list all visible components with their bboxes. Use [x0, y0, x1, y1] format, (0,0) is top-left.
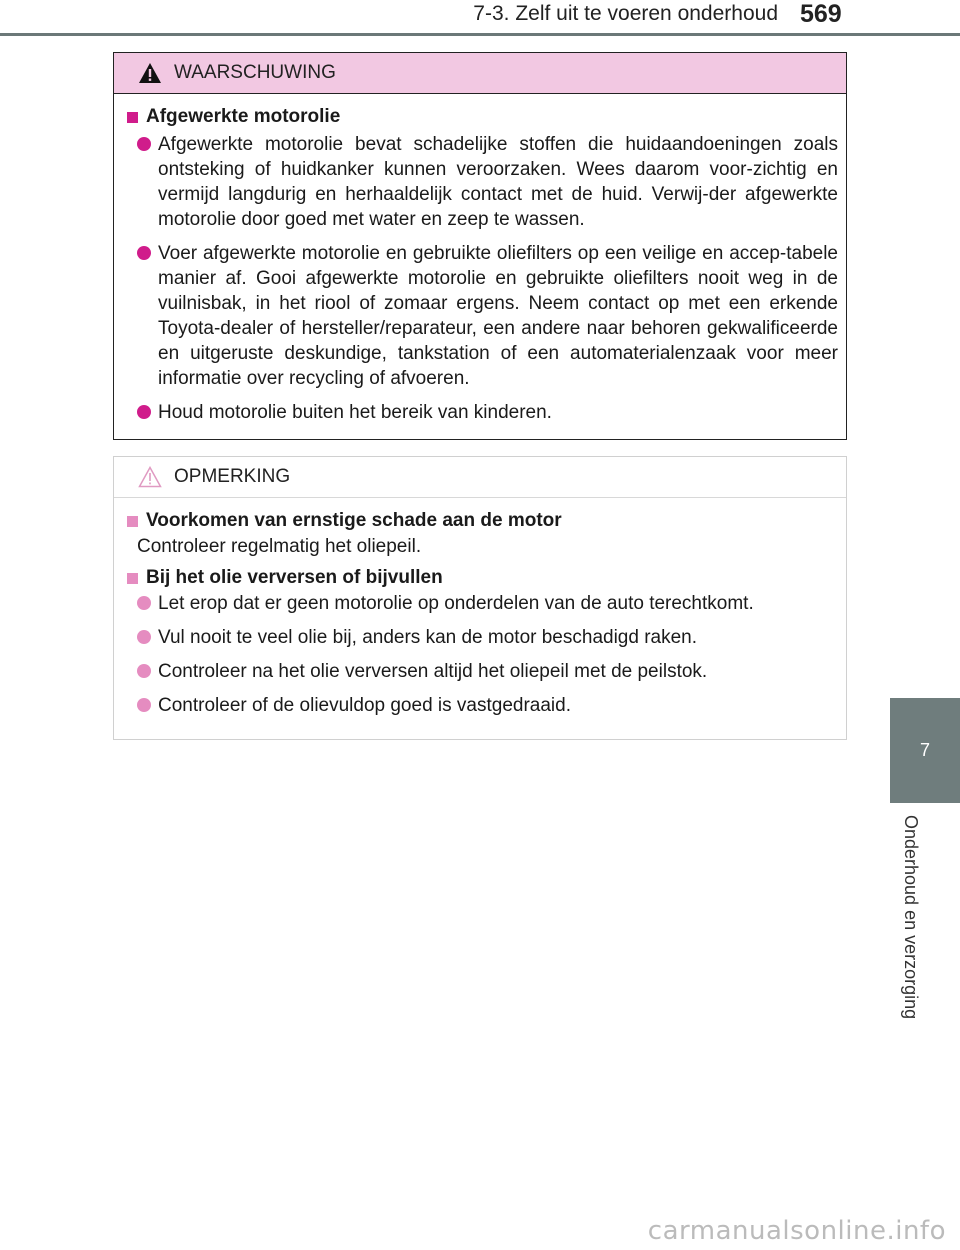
warning-triangle-filled-icon [138, 62, 162, 84]
page-number: 569 [800, 0, 842, 28]
warning-body [114, 94, 846, 425]
list-item: Houd motorolie buiten het bereik van kinderen. [127, 400, 838, 425]
paragraph: Controleer regelmatig het oliepeil. [137, 536, 422, 557]
list-item: Voer afgewerkte motorolie en gebruikte oliefilters op een veilige en accep-tabele manier af. Gooi afgewerkte motorolie en gebruikte oliefilters nooit weg in de vuilnisbak, in het riool of zomaar ergens. Neem contact op met een erkende Toyota-dealer of hersteller/reparateur, een andere naar behoren gekwalificeerde en uitgeruste deskundige, tankstation of een automaterialenzaak voor meer informatie over recycling of afvoeren. [127, 241, 838, 391]
warning-triangle-outline-icon [138, 466, 162, 488]
dot-bullet-icon [137, 246, 151, 260]
dot-bullet-icon [137, 596, 151, 610]
running-header-title: 7-3. Zelf uit te voeren onderhoud [473, 2, 778, 25]
square-bullet-icon [127, 112, 138, 123]
dot-bullet-icon [137, 698, 151, 712]
list-item: Vul nooit te veel olie bij, anders kan de motor beschadigd raken. [127, 625, 838, 650]
notice-box [113, 456, 847, 740]
section-heading: Voorkomen van ernstige schade aan de motor [127, 510, 838, 532]
notice-header [114, 457, 846, 498]
dot-bullet-icon [137, 664, 151, 678]
square-bullet-icon [127, 516, 138, 527]
dot-bullet-icon [137, 405, 151, 419]
square-bullet-icon [127, 573, 138, 584]
warning-heading: WAARSCHUWING [174, 62, 336, 83]
chapter-label: Onderhoud en verzorging [901, 815, 921, 1020]
list-item: Controleer na het olie verversen altijd het oliepeil met de peilstok. [127, 659, 838, 684]
dot-bullet-icon [137, 630, 151, 644]
header-divider [0, 33, 960, 36]
chapter-number: 7 [919, 740, 930, 760]
warning-box [113, 52, 847, 440]
warning-header [114, 53, 846, 94]
list-item: Controleer of de olievuldop goed is vastgedraaid. [127, 693, 838, 718]
section-heading: Afgewerkte motorolie [127, 106, 838, 128]
notice-heading: OPMERKING [174, 466, 291, 487]
chapter-tab[interactable] [890, 698, 960, 803]
list-item: Let erop dat er geen motorolie op onderdelen van de auto terechtkomt. [127, 591, 838, 616]
section-heading: Bij het olie verversen of bijvullen [127, 567, 838, 589]
watermark: carmanualsonline.info [647, 1216, 946, 1246]
notice-body [114, 498, 846, 718]
list-item: Afgewerkte motorolie bevat schadelijke stoffen die huidaandoeningen zoals ontsteking of huidkanker kunnen veroorzaken. Wees daarom voor-zichtig en vermijd langdurig en herhaaldelijk contact met de huid. Verwij-der afgewerkte motorolie door goed met water en zeep te wassen. [127, 132, 838, 232]
dot-bullet-icon [137, 137, 151, 151]
